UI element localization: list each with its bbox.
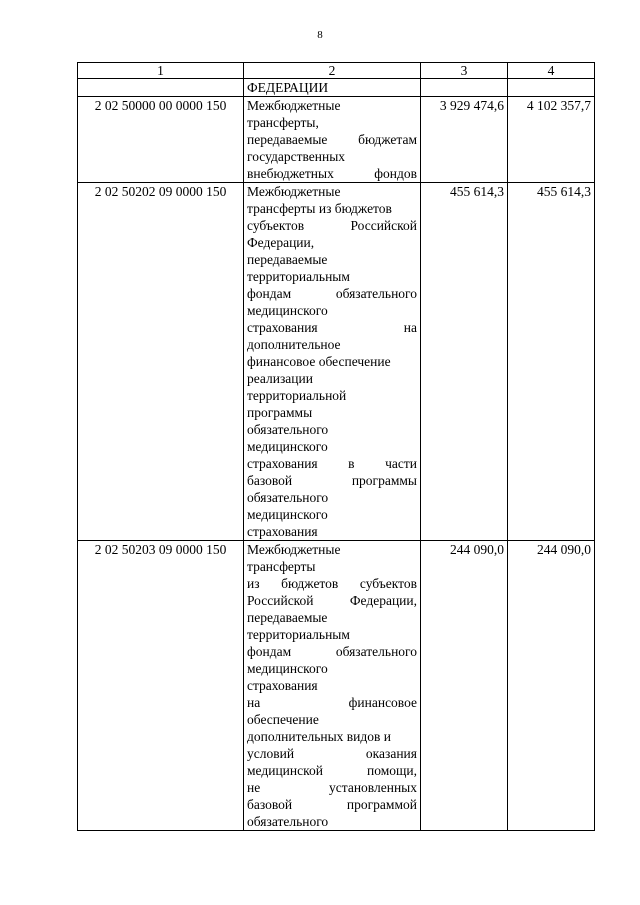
description (244, 183, 421, 541)
amount-col4: 455 614,3 (508, 183, 595, 541)
description-line: медицинского (247, 303, 328, 318)
description-line: обязательного (247, 490, 329, 505)
description-line: не установленных (247, 780, 417, 795)
amount-col3: 455 614,3 (421, 183, 508, 541)
description-line: из бюджетов субъектов (247, 576, 417, 591)
table-row (78, 183, 595, 541)
continuation-value-cell-3 (421, 79, 508, 97)
description-line: Федерации, (247, 235, 315, 250)
amount-col3: 244 090,0 (421, 541, 508, 831)
continuation-row (78, 79, 595, 97)
description-line: дополнительных видов и (247, 729, 391, 744)
page-number: 8 (317, 29, 323, 41)
description-line: на финансовое (247, 695, 417, 710)
description-line: медицинского (247, 439, 328, 454)
description-line: субъектов Российской (247, 218, 417, 233)
description-line: базовой программой (247, 797, 417, 812)
description-line: программы (247, 405, 313, 420)
description-line: медицинского (247, 507, 328, 522)
budget-table (77, 62, 595, 831)
table-header-row (78, 63, 595, 79)
column-number-3: 3 (421, 63, 508, 79)
continuation-text: ФЕДЕРАЦИИ (244, 79, 421, 97)
table-row (78, 97, 595, 183)
description-line: передаваемые (247, 252, 328, 267)
description-line: страхования (247, 524, 318, 539)
description-line: Российской Федерации, (247, 593, 417, 608)
amount-col3: 3 929 474,6 (421, 97, 508, 183)
column-number-4: 4 (508, 63, 595, 79)
description-line: страхования (247, 678, 318, 693)
continuation-code-cell (78, 79, 244, 97)
description-line: дополнительное (247, 337, 341, 352)
description-line: фондам обязательного (247, 286, 417, 301)
column-number-1: 1 (78, 63, 244, 79)
description-line: обязательного (247, 422, 329, 437)
description-line: условий оказания (247, 746, 417, 761)
description-line: территориальным (247, 627, 350, 642)
budget-code: 2 02 50203 09 0000 150 (78, 541, 244, 831)
description-line: страхования в части (247, 456, 417, 471)
description-line: государственных (247, 149, 346, 164)
description-line: реализации (247, 371, 313, 386)
column-number-2: 2 (244, 63, 421, 79)
description (244, 541, 421, 831)
description-line: финансовое обеспечение (247, 354, 391, 369)
table-row (78, 541, 595, 831)
description-line: трансферты (247, 559, 316, 574)
description-line: медицинского (247, 661, 328, 676)
description-line: передаваемые (247, 610, 328, 625)
budget-code: 2 02 50000 00 0000 150 (78, 97, 244, 183)
description-line: территориальной (247, 388, 347, 403)
description-line: трансферты, (247, 115, 319, 130)
description-line: территориальным (247, 269, 350, 284)
description-line: трансферты из бюджетов (247, 201, 392, 216)
description-line: Межбюджетные (247, 542, 341, 557)
description-line: Межбюджетные (247, 98, 341, 113)
description-line: Межбюджетные (247, 184, 341, 199)
amount-col4: 244 090,0 (508, 541, 595, 831)
description-line: фондам обязательного (247, 644, 417, 659)
description-line: обеспечение (247, 712, 319, 727)
budget-code: 2 02 50202 09 0000 150 (78, 183, 244, 541)
description-line: внебюджетных фондов (247, 166, 417, 181)
description-line: обязательного (247, 814, 329, 829)
continuation-value-cell-4 (508, 79, 595, 97)
description-line: базовой программы (247, 473, 417, 488)
amount-col4: 4 102 357,7 (508, 97, 595, 183)
description-line: передаваемые бюджетам (247, 132, 417, 147)
description-line: страхования на (247, 320, 417, 335)
description-line: медицинской помощи, (247, 763, 417, 778)
description (244, 97, 421, 183)
